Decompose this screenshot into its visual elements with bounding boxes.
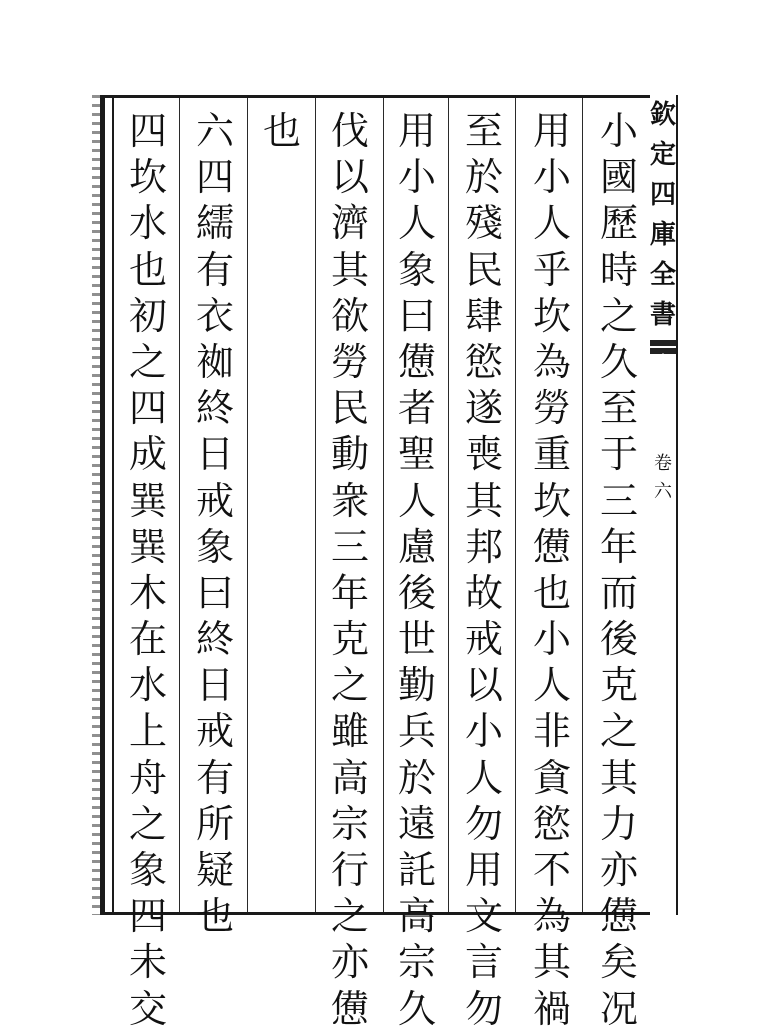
glyph: 終 (195, 386, 234, 431)
column-divider (448, 98, 449, 912)
glyph: 亦 (330, 940, 369, 985)
glyph: 三 (330, 524, 369, 569)
glyph: 宗 (397, 940, 436, 985)
glyph: 至 (599, 386, 638, 431)
glyph: 勞 (330, 339, 369, 384)
glyph: 于 (599, 432, 638, 477)
glyph: 其 (464, 478, 503, 523)
glyph: 坎 (128, 155, 167, 200)
glyph: 濟 (330, 201, 369, 246)
glyph: 上 (128, 709, 167, 754)
glyph: 人 (397, 478, 436, 523)
glyph: 坎 (532, 478, 571, 523)
glyph: 日 (195, 663, 234, 708)
glyph: 後 (397, 570, 436, 615)
glyph: 兵 (397, 709, 436, 754)
glyph: 在 (128, 617, 167, 662)
glyph: 木 (128, 570, 167, 615)
glyph: 人 (397, 201, 436, 246)
glyph: 後 (599, 617, 638, 662)
glyph: 也 (195, 894, 234, 939)
glyph: 交 (128, 986, 167, 1031)
glyph: 小 (599, 109, 638, 153)
glyph: 象 (195, 524, 234, 569)
glyph: 之 (330, 663, 369, 708)
glyph: 庫 (649, 220, 676, 250)
glyph: 故 (464, 570, 503, 615)
column-divider (515, 98, 516, 912)
glyph: 克 (330, 617, 369, 662)
text-column-1 (588, 108, 650, 1031)
text-column-7 (184, 108, 246, 939)
glyph: 久 (599, 339, 638, 384)
glyph: 人 (464, 755, 503, 800)
glyph: 有 (195, 247, 234, 292)
glyph: 勞 (532, 386, 571, 431)
text-column-6 (251, 108, 313, 908)
glyph: 小 (532, 155, 571, 200)
glyph: 憊 (532, 524, 571, 569)
glyph: 也 (128, 247, 167, 292)
glyph: 民 (330, 386, 369, 431)
glyph: 衣 (195, 293, 234, 338)
glyph: 慮 (397, 524, 436, 569)
glyph: 况 (599, 986, 638, 1031)
glyph: 伐 (330, 109, 369, 153)
glyph: 四 (128, 386, 167, 431)
glyph: 小 (397, 155, 436, 200)
glyph: 之 (599, 709, 638, 754)
glyph: 定 (649, 140, 676, 170)
glyph: 水 (128, 663, 167, 708)
glyph: 於 (464, 155, 503, 200)
glyph: 乎 (532, 247, 571, 292)
glyph: 之 (128, 801, 167, 846)
glyph: 用 (464, 848, 503, 892)
glyph: 水 (128, 201, 167, 246)
glyph: 四 (195, 155, 234, 200)
glyph: 非 (532, 709, 571, 754)
glyph: 勤 (397, 663, 436, 708)
glyph: 其 (330, 247, 369, 292)
glyph: 文 (464, 894, 503, 939)
glyph: 終 (195, 617, 234, 662)
glyph: 欽 (649, 100, 676, 130)
glyph: 成 (128, 432, 167, 477)
glyph: 人 (532, 201, 571, 246)
glyph: 至 (464, 109, 503, 153)
glyph: 殘 (464, 201, 503, 246)
glyph: 未 (128, 940, 167, 985)
glyph: 書 (649, 300, 676, 330)
glyph: 憊 (397, 339, 436, 384)
glyph: 三 (599, 478, 638, 523)
glyph: 巽 (128, 478, 167, 523)
glyph: 卷 (654, 453, 672, 474)
binding-edge (92, 95, 100, 915)
glyph: 四 (649, 180, 676, 210)
glyph: 戒 (464, 617, 503, 662)
glyph: 禍 (532, 986, 571, 1031)
glyph: 時 (599, 247, 638, 292)
glyph: 用 (397, 109, 436, 153)
glyph: 聖 (397, 432, 436, 477)
glyph: 四 (128, 894, 167, 939)
glyph: 所 (195, 801, 234, 846)
glyph: 高 (397, 894, 436, 939)
glyph: 六 (654, 481, 672, 502)
glyph: 其 (532, 940, 571, 985)
glyph: 喪 (464, 432, 503, 477)
glyph: 象 (397, 247, 436, 292)
glyph: 也 (532, 570, 571, 615)
glyph: 曰 (195, 570, 234, 615)
glyph: 全 (649, 260, 676, 290)
glyph: 戒 (195, 478, 234, 523)
glyph: 巽 (128, 524, 167, 569)
glyph: 袽 (195, 339, 234, 384)
glyph: 坎 (532, 293, 571, 338)
glyph: 日 (195, 432, 234, 477)
column-divider (247, 98, 248, 912)
glyph: 年 (599, 524, 638, 569)
glyph: 歷 (599, 201, 638, 246)
glyph: 之 (599, 293, 638, 338)
glyph: 國 (599, 155, 638, 200)
glyph: 慾 (464, 339, 503, 384)
glyph: 而 (599, 570, 638, 615)
glyph: 者 (397, 386, 436, 431)
column-divider (383, 98, 384, 912)
glyph: 衆 (330, 478, 369, 523)
column-divider (315, 98, 316, 912)
volume-label (648, 450, 678, 506)
glyph: 勿 (464, 986, 503, 1031)
book-title (648, 95, 678, 335)
glyph: 亦 (599, 848, 638, 892)
glyph: 言 (464, 940, 503, 985)
glyph: 有 (195, 755, 234, 800)
glyph: 世 (397, 617, 436, 662)
glyph: 初 (128, 293, 167, 338)
glyph: 四 (128, 109, 167, 153)
glyph: 舟 (128, 755, 167, 800)
glyph: 不 (532, 848, 571, 892)
glyph: 繻 (195, 201, 234, 246)
glyph: 力 (599, 801, 638, 846)
glyph: 以 (330, 155, 369, 200)
glyph: 為 (532, 894, 571, 939)
glyph: 於 (397, 755, 436, 800)
frame-inner-rule (112, 95, 114, 915)
glyph: 戒 (195, 709, 234, 754)
text-column-5 (319, 108, 381, 1031)
glyph: 為 (532, 339, 571, 384)
glyph: 宗 (330, 801, 369, 846)
glyph: 憊 (330, 986, 369, 1031)
glyph: 象 (128, 848, 167, 892)
glyph: 高 (330, 755, 369, 800)
text-column-8 (117, 108, 179, 1031)
glyph: 託 (397, 848, 436, 892)
glyph: 疑 (195, 848, 234, 892)
glyph: 欲 (330, 293, 369, 338)
glyph: 重 (532, 432, 571, 477)
glyph: 遠 (397, 801, 436, 846)
glyph: 勿 (464, 801, 503, 846)
glyph: 小 (464, 709, 503, 754)
glyph: 小 (532, 617, 571, 662)
glyph: 用 (532, 109, 571, 153)
glyph: 人 (532, 663, 571, 708)
glyph: 貪 (532, 755, 571, 800)
glyph: 之 (128, 339, 167, 384)
glyph: 久 (397, 986, 436, 1031)
glyph: 也 (262, 109, 301, 153)
glyph: 動 (330, 432, 369, 477)
glyph: 之 (330, 894, 369, 939)
glyph: 曰 (397, 293, 436, 338)
glyph: 矣 (599, 940, 638, 985)
column-divider (179, 98, 180, 912)
glyph: 年 (330, 570, 369, 615)
glyph: 肆 (464, 293, 503, 338)
glyph: 邦 (464, 524, 503, 569)
text-column-3 (453, 108, 515, 1031)
text-column-4 (386, 108, 448, 1031)
glyph: 其 (599, 755, 638, 800)
text-column-2 (521, 108, 583, 1031)
glyph: 遂 (464, 386, 503, 431)
glyph: 以 (464, 663, 503, 708)
glyph: 民 (464, 247, 503, 292)
glyph: 雖 (330, 709, 369, 754)
glyph: 憊 (599, 894, 638, 939)
glyph: 六 (195, 109, 234, 153)
glyph: 克 (599, 663, 638, 708)
glyph: 行 (330, 848, 369, 892)
glyph: 慾 (532, 801, 571, 846)
